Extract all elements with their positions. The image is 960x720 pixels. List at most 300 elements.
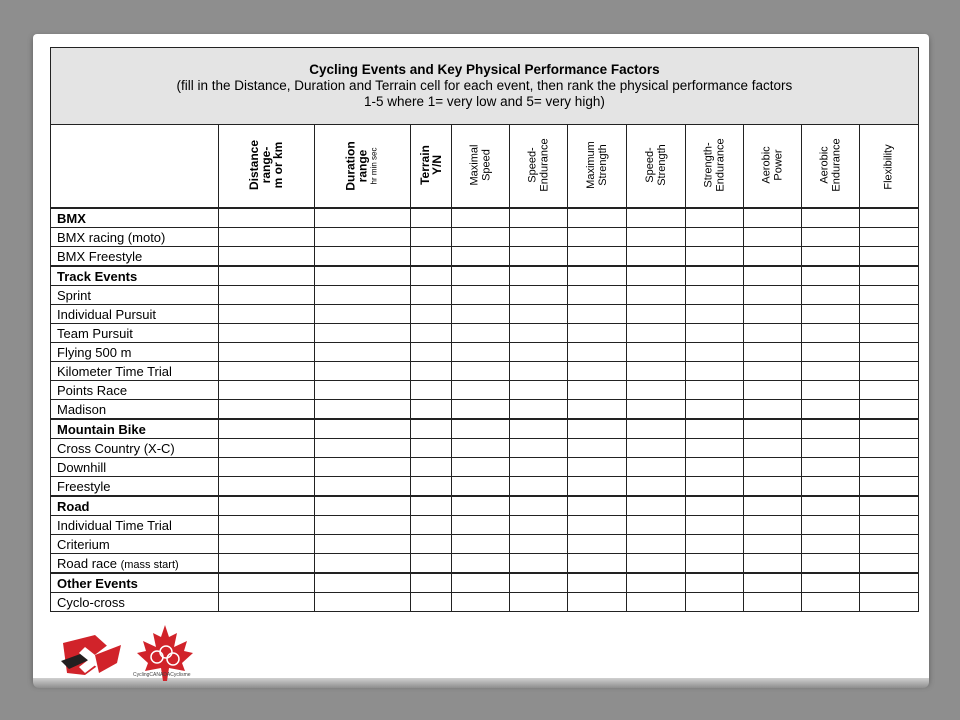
entry-cell[interactable]: [743, 458, 801, 477]
entry-cell[interactable]: [509, 554, 567, 574]
entry-cell[interactable]: [801, 496, 859, 516]
entry-cell[interactable]: [451, 439, 509, 458]
entry-cell[interactable]: [219, 305, 315, 324]
entry-cell[interactable]: [315, 419, 411, 439]
entry-cell[interactable]: [859, 286, 918, 305]
table-row: [51, 593, 919, 612]
entry-cell[interactable]: [743, 381, 801, 400]
entry-cell[interactable]: [743, 343, 801, 362]
entry-cell[interactable]: [859, 593, 918, 612]
entry-cell[interactable]: [626, 286, 685, 305]
entry-cell[interactable]: [509, 477, 567, 497]
entry-cell[interactable]: [859, 496, 918, 516]
entry-cell[interactable]: [509, 400, 567, 420]
column-header: [743, 125, 801, 209]
entry-cell[interactable]: [567, 496, 626, 516]
entry-cell[interactable]: [411, 247, 452, 267]
entry-cell[interactable]: [411, 439, 452, 458]
event-name: Points Race: [57, 382, 128, 398]
column-header-line: Strength: [596, 144, 609, 186]
entry-cell[interactable]: [626, 458, 685, 477]
entry-cell[interactable]: [626, 324, 685, 343]
entry-cell[interactable]: [685, 228, 743, 247]
entry-cell[interactable]: [451, 362, 509, 381]
event-label: [51, 247, 219, 267]
entry-cell[interactable]: [411, 573, 452, 593]
entry-cell[interactable]: [567, 458, 626, 477]
entry-cell[interactable]: [219, 516, 315, 535]
entry-cell[interactable]: [801, 477, 859, 497]
entry-cell[interactable]: [743, 477, 801, 497]
entry-cell[interactable]: [859, 516, 918, 535]
event-name: Team Pursuit: [57, 325, 133, 341]
entry-cell[interactable]: [743, 305, 801, 324]
entry-cell[interactable]: [219, 228, 315, 247]
entry-cell[interactable]: [451, 400, 509, 420]
entry-cell[interactable]: [801, 516, 859, 535]
entry-cell[interactable]: [509, 324, 567, 343]
event-name: Mountain Bike: [57, 421, 146, 437]
entry-cell[interactable]: [411, 535, 452, 554]
column-header-line: Endurance: [830, 138, 843, 192]
entry-cell[interactable]: [567, 439, 626, 458]
event-note: (mass start): [120, 558, 179, 571]
performance-factors-table: [50, 47, 919, 612]
entry-cell[interactable]: [315, 381, 411, 400]
event-name: Individual Pursuit: [57, 306, 156, 322]
table-row: [51, 477, 919, 497]
entry-cell[interactable]: [626, 208, 685, 228]
entry-cell[interactable]: [685, 458, 743, 477]
category-label: [51, 266, 219, 286]
entry-cell[interactable]: [801, 458, 859, 477]
table-row: [51, 362, 919, 381]
table-row: [51, 381, 919, 400]
entry-cell[interactable]: [743, 573, 801, 593]
entry-cell[interactable]: [411, 228, 452, 247]
entry-cell[interactable]: [219, 573, 315, 593]
entry-cell[interactable]: [219, 208, 315, 228]
entry-cell[interactable]: [219, 477, 315, 497]
event-name: BMX Freestyle: [57, 248, 143, 264]
table-row: [51, 286, 919, 305]
entry-cell[interactable]: [509, 458, 567, 477]
entry-cell[interactable]: [451, 381, 509, 400]
entry-cell[interactable]: [219, 439, 315, 458]
column-header-label: [818, 138, 842, 191]
column-header-blank: [51, 125, 219, 209]
entry-cell[interactable]: [451, 477, 509, 497]
entry-cell[interactable]: [411, 477, 452, 497]
entry-cell[interactable]: [315, 439, 411, 458]
entry-cell[interactable]: [567, 266, 626, 286]
column-header-line: Aerobic: [818, 146, 831, 184]
entry-cell[interactable]: [219, 247, 315, 267]
entry-cell[interactable]: [451, 554, 509, 574]
entry-cell[interactable]: [509, 343, 567, 362]
event-name: BMX racing (moto): [57, 229, 166, 245]
entry-cell[interactable]: [411, 419, 452, 439]
event-label: [51, 593, 219, 612]
entry-cell[interactable]: [626, 535, 685, 554]
column-header-label: [702, 138, 726, 191]
entry-cell[interactable]: [509, 573, 567, 593]
entry-cell[interactable]: [315, 573, 411, 593]
entry-cell[interactable]: [509, 496, 567, 516]
entry-cell[interactable]: [626, 343, 685, 362]
entry-cell[interactable]: [567, 208, 626, 228]
entry-cell[interactable]: [801, 593, 859, 612]
entry-cell[interactable]: [626, 228, 685, 247]
entry-cell[interactable]: [801, 419, 859, 439]
entry-cell[interactable]: [743, 400, 801, 420]
entry-cell[interactable]: [743, 419, 801, 439]
entry-cell[interactable]: [411, 362, 452, 381]
entry-cell[interactable]: [411, 208, 452, 228]
entry-cell[interactable]: [219, 419, 315, 439]
entry-cell[interactable]: [509, 439, 567, 458]
entry-cell[interactable]: [509, 362, 567, 381]
entry-cell[interactable]: [315, 208, 411, 228]
entry-cell[interactable]: [859, 305, 918, 324]
column-header-line: Endurance: [714, 138, 727, 192]
category-row: [51, 573, 919, 593]
entry-cell[interactable]: [451, 228, 509, 247]
entry-cell[interactable]: [626, 439, 685, 458]
entry-cell[interactable]: [859, 324, 918, 343]
entry-cell[interactable]: [743, 228, 801, 247]
entry-cell[interactable]: [509, 516, 567, 535]
entry-cell[interactable]: [315, 516, 411, 535]
column-header-line: Maximum: [584, 141, 597, 189]
entry-cell[interactable]: [743, 324, 801, 343]
column-header: [626, 125, 685, 209]
entry-cell[interactable]: [801, 400, 859, 420]
entry-cell[interactable]: [685, 400, 743, 420]
entry-cell[interactable]: [859, 228, 918, 247]
entry-cell[interactable]: [685, 496, 743, 516]
column-header-label: [644, 144, 668, 186]
entry-cell[interactable]: [801, 343, 859, 362]
column-header: [219, 125, 315, 209]
column-header-line: range-: [259, 146, 274, 183]
entry-cell[interactable]: [411, 400, 452, 420]
entry-cell[interactable]: [411, 593, 452, 612]
entry-cell[interactable]: [801, 305, 859, 324]
entry-cell[interactable]: [859, 554, 918, 574]
entry-cell[interactable]: [315, 247, 411, 267]
entry-cell[interactable]: [743, 247, 801, 267]
entry-cell[interactable]: [685, 208, 743, 228]
entry-cell[interactable]: [451, 324, 509, 343]
column-header-line: Power: [772, 149, 785, 181]
entry-cell[interactable]: [509, 381, 567, 400]
entry-cell[interactable]: [626, 573, 685, 593]
entry-cell[interactable]: [451, 208, 509, 228]
category-row: [51, 208, 919, 228]
entry-cell[interactable]: [567, 286, 626, 305]
column-header-label: [468, 145, 492, 186]
entry-cell[interactable]: [567, 419, 626, 439]
event-label: [51, 439, 219, 458]
entry-cell[interactable]: [685, 247, 743, 267]
entry-cell[interactable]: [509, 228, 567, 247]
entry-cell[interactable]: [626, 305, 685, 324]
entry-cell[interactable]: [451, 266, 509, 286]
entry-cell[interactable]: [509, 419, 567, 439]
entry-cell[interactable]: [509, 208, 567, 228]
entry-cell[interactable]: [859, 208, 918, 228]
entry-cell[interactable]: [451, 343, 509, 362]
entry-cell[interactable]: [685, 266, 743, 286]
entry-cell[interactable]: [685, 477, 743, 497]
entry-cell[interactable]: [685, 535, 743, 554]
event-name: Downhill: [57, 459, 107, 475]
entry-cell[interactable]: [315, 554, 411, 574]
entry-cell[interactable]: [743, 535, 801, 554]
event-name: Cyclo-cross: [57, 594, 125, 610]
entry-cell[interactable]: [315, 458, 411, 477]
column-header: [859, 125, 918, 209]
entry-cell[interactable]: [743, 362, 801, 381]
column-header-line: Duration: [343, 140, 358, 191]
entry-cell[interactable]: [626, 419, 685, 439]
entry-cell[interactable]: [685, 381, 743, 400]
entry-cell[interactable]: [685, 305, 743, 324]
entry-cell[interactable]: [509, 247, 567, 267]
entry-cell[interactable]: [801, 439, 859, 458]
column-header-line: Strength: [655, 144, 668, 186]
entry-cell[interactable]: [685, 324, 743, 343]
category-label: [51, 419, 219, 439]
entry-cell[interactable]: [567, 305, 626, 324]
entry-cell[interactable]: [219, 458, 315, 477]
entry-cell[interactable]: [801, 362, 859, 381]
entry-cell[interactable]: [315, 324, 411, 343]
column-header-label: [883, 144, 895, 189]
entry-cell[interactable]: [859, 573, 918, 593]
category-row: [51, 419, 919, 439]
entry-cell[interactable]: [219, 381, 315, 400]
column-header: [315, 125, 411, 209]
entry-cell[interactable]: [743, 286, 801, 305]
entry-cell[interactable]: [567, 535, 626, 554]
event-label: [51, 362, 219, 381]
entry-cell[interactable]: [626, 400, 685, 420]
entry-cell[interactable]: [315, 343, 411, 362]
entry-cell[interactable]: [451, 419, 509, 439]
entry-cell[interactable]: [451, 458, 509, 477]
entry-cell[interactable]: [801, 247, 859, 267]
entry-cell[interactable]: [315, 593, 411, 612]
event-label: [51, 381, 219, 400]
entry-cell[interactable]: [859, 419, 918, 439]
column-header-line: range: [355, 149, 370, 182]
entry-cell[interactable]: [451, 573, 509, 593]
column-header-line: Endurance: [538, 138, 551, 192]
entry-cell[interactable]: [801, 324, 859, 343]
entry-cell[interactable]: [451, 286, 509, 305]
entry-cell[interactable]: [801, 208, 859, 228]
entry-cell[interactable]: [626, 362, 685, 381]
entry-cell[interactable]: [315, 305, 411, 324]
entry-cell[interactable]: [509, 266, 567, 286]
entry-cell[interactable]: [626, 477, 685, 497]
event-label: [51, 400, 219, 420]
entry-cell[interactable]: [859, 266, 918, 286]
entry-cell[interactable]: [411, 381, 452, 400]
entry-cell[interactable]: [567, 343, 626, 362]
entry-cell[interactable]: [411, 324, 452, 343]
entry-cell[interactable]: [743, 439, 801, 458]
entry-cell[interactable]: [685, 343, 743, 362]
entry-cell[interactable]: [685, 439, 743, 458]
column-header-label: [585, 141, 609, 189]
entry-cell[interactable]: [451, 516, 509, 535]
entry-cell[interactable]: [626, 516, 685, 535]
column-header-line: Speed-: [643, 147, 656, 183]
entry-cell[interactable]: [859, 362, 918, 381]
event-name: Kilometer Time Trial: [57, 363, 172, 379]
entry-cell[interactable]: [451, 247, 509, 267]
entry-cell[interactable]: [315, 400, 411, 420]
entry-cell[interactable]: [219, 554, 315, 574]
entry-cell[interactable]: [315, 286, 411, 305]
entry-cell[interactable]: [626, 247, 685, 267]
table-row: [51, 228, 919, 247]
entry-cell[interactable]: [567, 593, 626, 612]
entry-cell[interactable]: [859, 343, 918, 362]
entry-cell[interactable]: [801, 535, 859, 554]
entry-cell[interactable]: [219, 266, 315, 286]
entry-cell[interactable]: [219, 400, 315, 420]
entry-cell[interactable]: [743, 496, 801, 516]
event-label: [51, 516, 219, 535]
column-header-line: Y/N: [429, 154, 444, 175]
entry-cell[interactable]: [219, 324, 315, 343]
entry-cell[interactable]: [743, 266, 801, 286]
entry-cell[interactable]: [315, 228, 411, 247]
entry-cell[interactable]: [509, 593, 567, 612]
entry-cell[interactable]: [859, 535, 918, 554]
event-label: [51, 535, 219, 554]
entry-cell[interactable]: [859, 381, 918, 400]
table-row: [51, 535, 919, 554]
entry-cell[interactable]: [411, 516, 452, 535]
entry-cell[interactable]: [411, 496, 452, 516]
entry-cell[interactable]: [801, 573, 859, 593]
entry-cell[interactable]: [801, 266, 859, 286]
entry-cell[interactable]: [219, 343, 315, 362]
entry-cell[interactable]: [315, 477, 411, 497]
entry-cell[interactable]: [801, 228, 859, 247]
title-line-1: Cycling Events and Key Physical Performance Factors: [309, 62, 660, 77]
entry-cell[interactable]: [411, 343, 452, 362]
entry-cell[interactable]: [315, 496, 411, 516]
entry-cell[interactable]: [801, 286, 859, 305]
entry-cell[interactable]: [626, 381, 685, 400]
table-title: [51, 48, 919, 125]
entry-cell[interactable]: [685, 554, 743, 574]
entry-cell[interactable]: [859, 400, 918, 420]
entry-cell[interactable]: [567, 573, 626, 593]
entry-cell[interactable]: [567, 477, 626, 497]
entry-cell[interactable]: [626, 266, 685, 286]
entry-cell[interactable]: [411, 305, 452, 324]
entry-cell[interactable]: [315, 266, 411, 286]
column-header-label: [249, 139, 285, 189]
entry-cell[interactable]: [626, 554, 685, 574]
entry-cell[interactable]: [685, 286, 743, 305]
event-name: Madison: [57, 401, 107, 417]
entry-cell[interactable]: [685, 419, 743, 439]
entry-cell[interactable]: [411, 554, 452, 574]
column-header-line: Speed-: [526, 147, 539, 183]
entry-cell[interactable]: [626, 496, 685, 516]
table-row: [51, 458, 919, 477]
entry-cell[interactable]: [859, 439, 918, 458]
entry-cell[interactable]: [411, 286, 452, 305]
entry-cell[interactable]: [315, 535, 411, 554]
title-line-2: (fill in the Distance, Duration and Terrain cell for each event, then rank the physical performance factors: [176, 78, 793, 93]
entry-cell[interactable]: [626, 593, 685, 612]
entry-cell[interactable]: [801, 381, 859, 400]
entry-cell[interactable]: [859, 458, 918, 477]
table-row: [51, 305, 919, 324]
entry-cell[interactable]: [743, 516, 801, 535]
entry-cell[interactable]: [567, 400, 626, 420]
entry-cell[interactable]: [685, 593, 743, 612]
entry-cell[interactable]: [509, 286, 567, 305]
entry-cell[interactable]: [567, 516, 626, 535]
entry-cell[interactable]: [567, 554, 626, 574]
entry-cell[interactable]: [219, 593, 315, 612]
entry-cell[interactable]: [743, 554, 801, 574]
entry-cell[interactable]: [219, 496, 315, 516]
entry-cell[interactable]: [451, 305, 509, 324]
entry-cell[interactable]: [567, 381, 626, 400]
entry-cell[interactable]: [509, 305, 567, 324]
column-header-line: m or km: [271, 141, 286, 188]
entry-cell[interactable]: [451, 496, 509, 516]
column-header-label: [419, 145, 443, 185]
entry-cell[interactable]: [219, 286, 315, 305]
entry-cell[interactable]: [801, 554, 859, 574]
entry-cell[interactable]: [567, 362, 626, 381]
entry-cell[interactable]: [411, 266, 452, 286]
entry-cell[interactable]: [685, 362, 743, 381]
entry-cell[interactable]: [567, 228, 626, 247]
entry-cell[interactable]: [685, 516, 743, 535]
table-row: [51, 554, 919, 574]
entry-cell[interactable]: [509, 535, 567, 554]
entry-cell[interactable]: [743, 593, 801, 612]
entry-cell[interactable]: [219, 362, 315, 381]
title-line-3: 1-5 where 1= very low and 5= very high): [363, 94, 605, 109]
entry-cell[interactable]: [315, 362, 411, 381]
entry-cell[interactable]: [567, 324, 626, 343]
entry-cell[interactable]: [451, 535, 509, 554]
entry-cell[interactable]: [567, 247, 626, 267]
entry-cell[interactable]: [451, 593, 509, 612]
event-name: Sprint: [57, 287, 91, 303]
entry-cell[interactable]: [743, 208, 801, 228]
entry-cell[interactable]: [411, 458, 452, 477]
entry-cell[interactable]: [685, 573, 743, 593]
entry-cell[interactable]: [859, 247, 918, 267]
entry-cell[interactable]: [859, 477, 918, 497]
entry-cell[interactable]: [219, 535, 315, 554]
